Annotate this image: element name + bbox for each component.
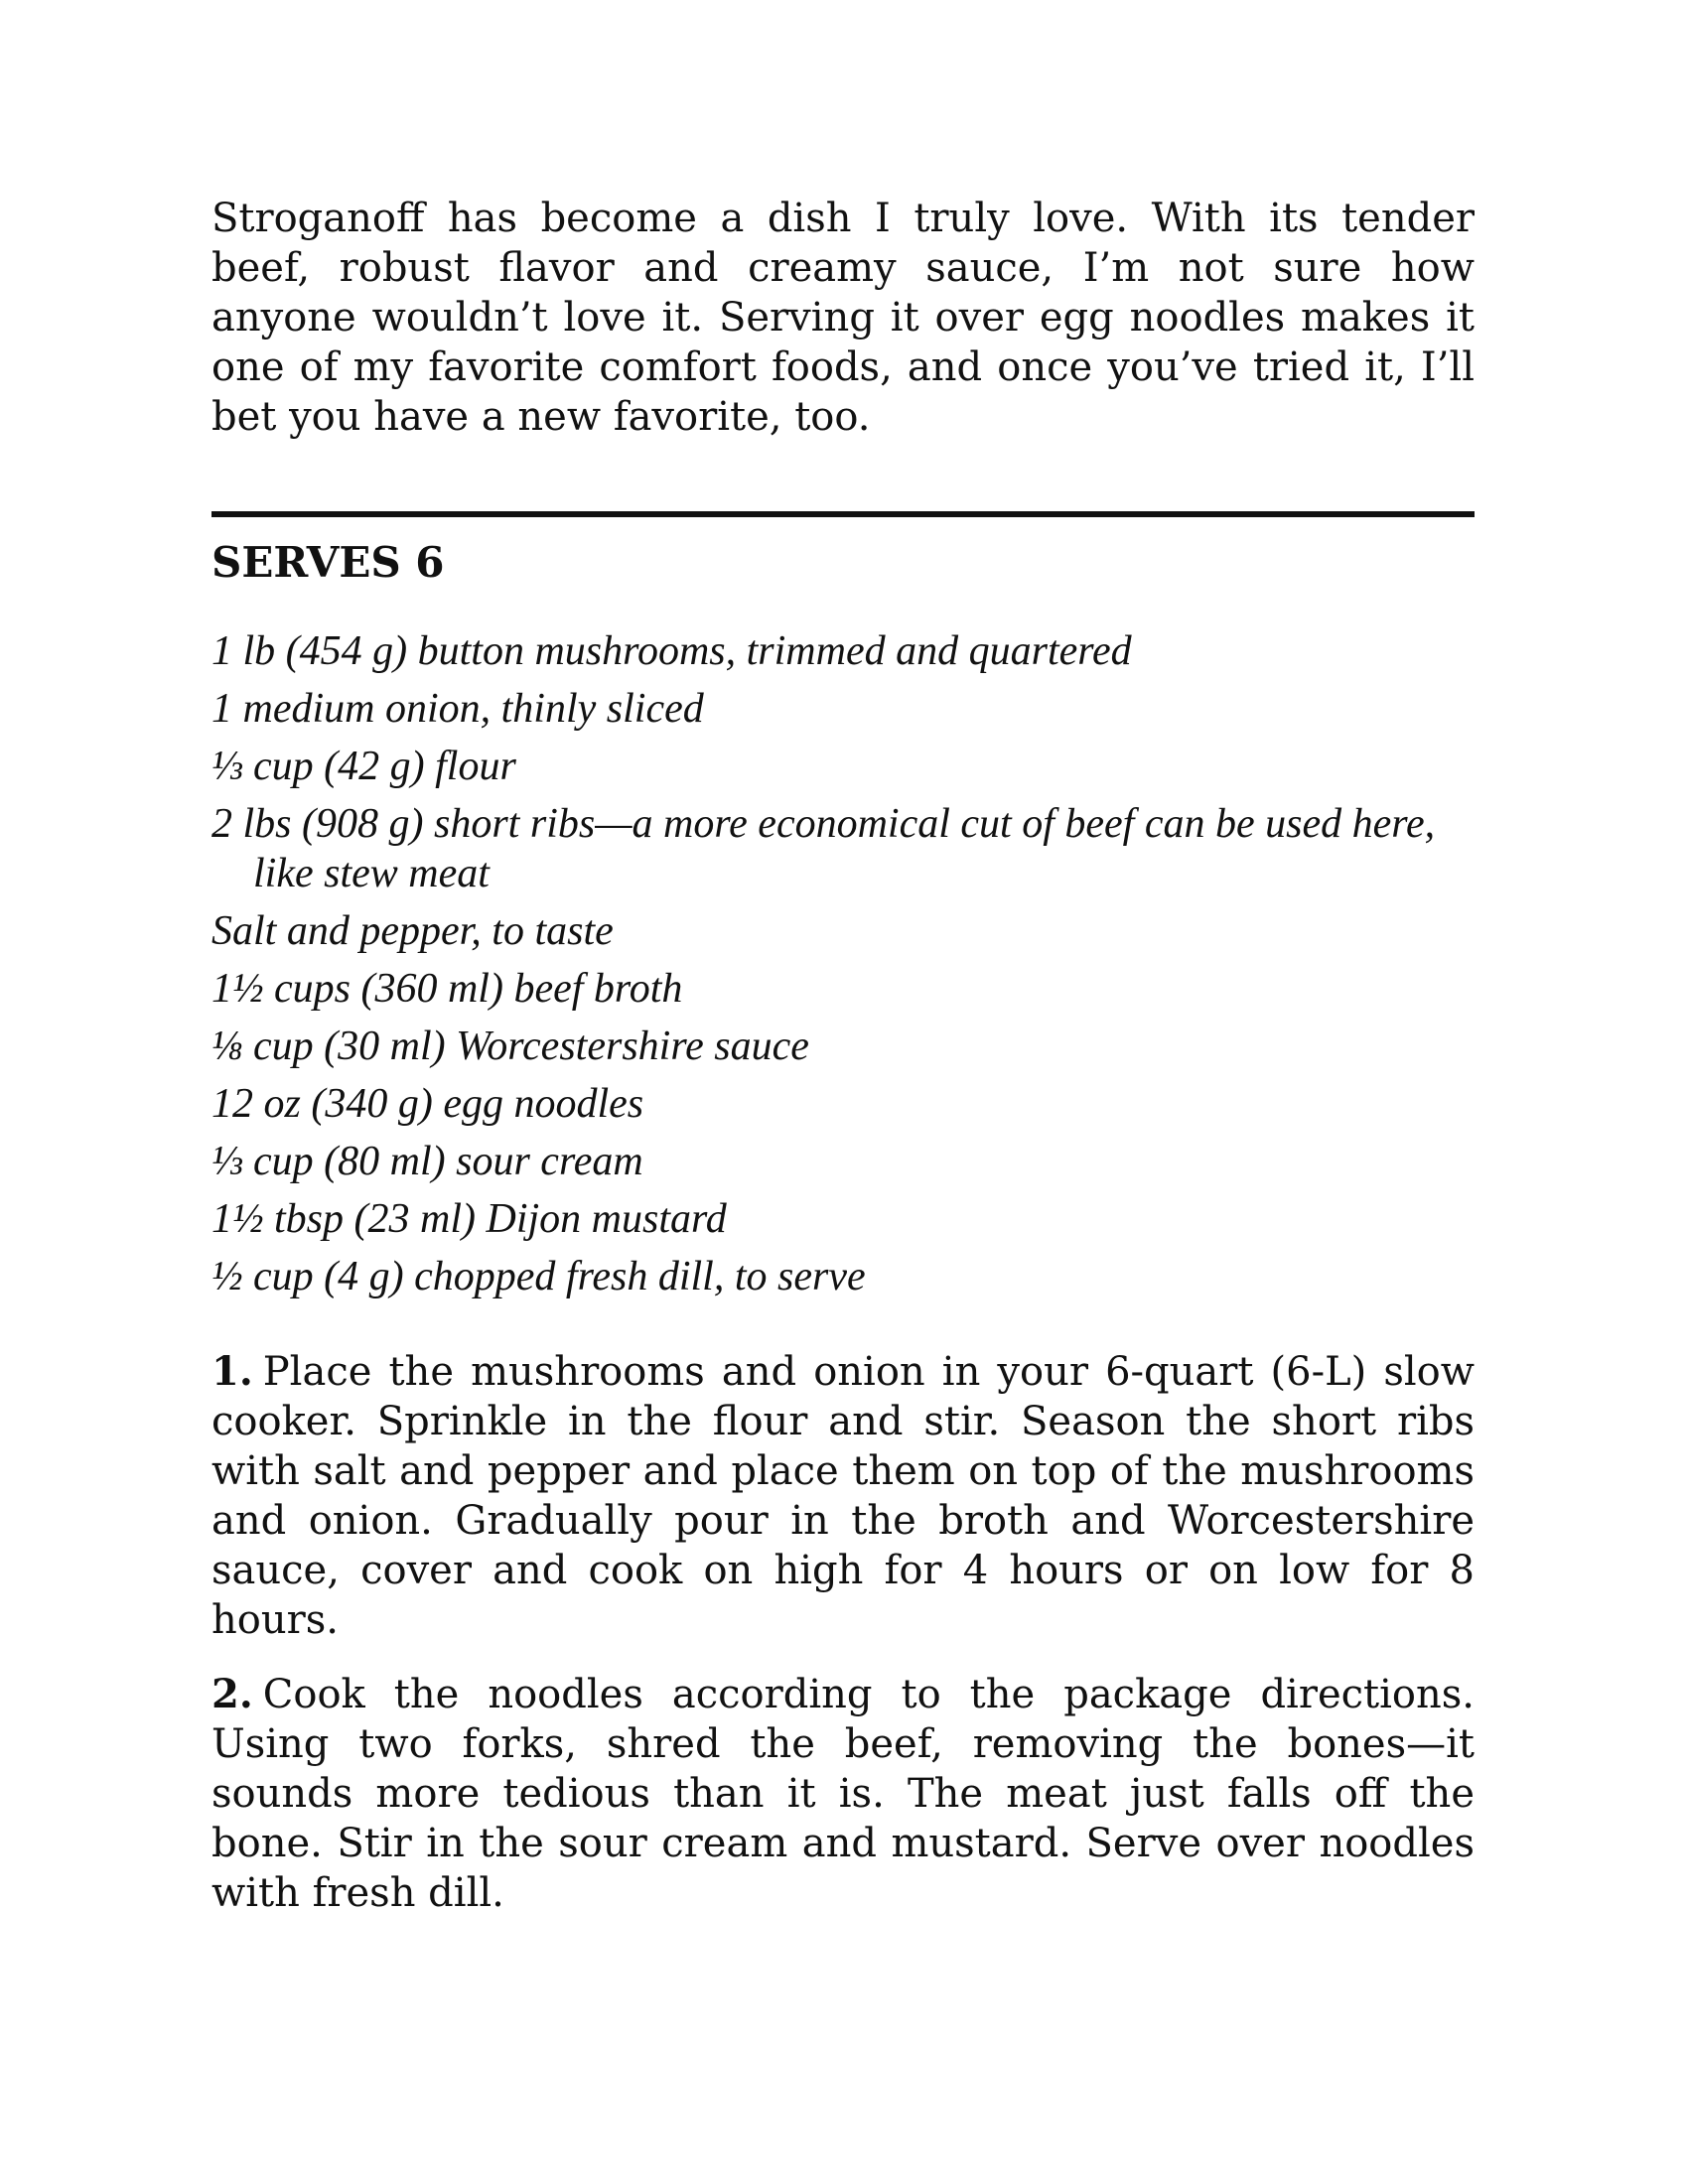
intro-paragraph: Stroganoff has become a dish I truly love. With its tender beef, robust flavor and creamy sauce, I’m not sure how anyone wouldn’t love it. Serving it over egg noodles makes it one of my favorite comfort foods, and once you’ve tried it, I’ll bet you have a new favorite, too. bbox=[211, 196, 1475, 440]
ingredient-item: Salt and pepper, to taste bbox=[211, 908, 614, 954]
step-text: Cook the noodles according to the package directions. Using two forks, shred the beef, removing the bones—it sounds more tedious than it is. The meat just falls off the bone. Stir in the sour cream and mustard. Serve over noodles with fresh dill. bbox=[211, 1672, 1475, 1916]
instruction-steps bbox=[211, 1347, 1475, 1918]
ingredient-list bbox=[211, 626, 1475, 1301]
ingredient-item: 12 oz (340 g) egg noodles bbox=[211, 1081, 644, 1127]
step-number: 1. bbox=[211, 1348, 253, 1395]
ingredient-item: 1½ tbsp (23 ml) Dijon mustard bbox=[211, 1196, 727, 1242]
instruction-step bbox=[211, 1347, 1475, 1645]
ingredient-item: 1 medium onion, thinly sliced bbox=[211, 686, 704, 732]
recipe-page bbox=[211, 194, 1475, 1943]
ingredient-item: ⅓ cup (42 g) flour bbox=[211, 744, 516, 789]
serves-heading: SERVES 6 bbox=[211, 538, 445, 587]
ingredient-item: 2 lbs (908 g) short ribs—a more economical cut of beef can be used here, like stew meat bbox=[211, 801, 1436, 896]
step-text: Place the mushrooms and onion in your 6-quart (6-L) slow cooker. Sprinkle in the flour and stir. Season the short ribs with salt and pepper and place them on top of the mushrooms and onion. Gradually pour in the broth and Worcestershire sauce, cover and cook on high for 4 hours or on low for 8 hours. bbox=[211, 1349, 1475, 1643]
ingredient-item: ⅓ cup (80 ml) sour cream bbox=[211, 1139, 643, 1184]
step-number: 2. bbox=[211, 1671, 253, 1717]
section-divider bbox=[211, 511, 1475, 517]
instruction-step bbox=[211, 1670, 1475, 1918]
ingredient-item: ½ cup (4 g) chopped fresh dill, to serve bbox=[211, 1254, 866, 1299]
ingredient-item: 1½ cups (360 ml) beef broth bbox=[211, 966, 683, 1012]
ingredient-item: ⅛ cup (30 ml) Worcestershire sauce bbox=[211, 1024, 809, 1069]
ingredient-item: 1 lb (454 g) button mushrooms, trimmed and quartered bbox=[211, 628, 1132, 674]
